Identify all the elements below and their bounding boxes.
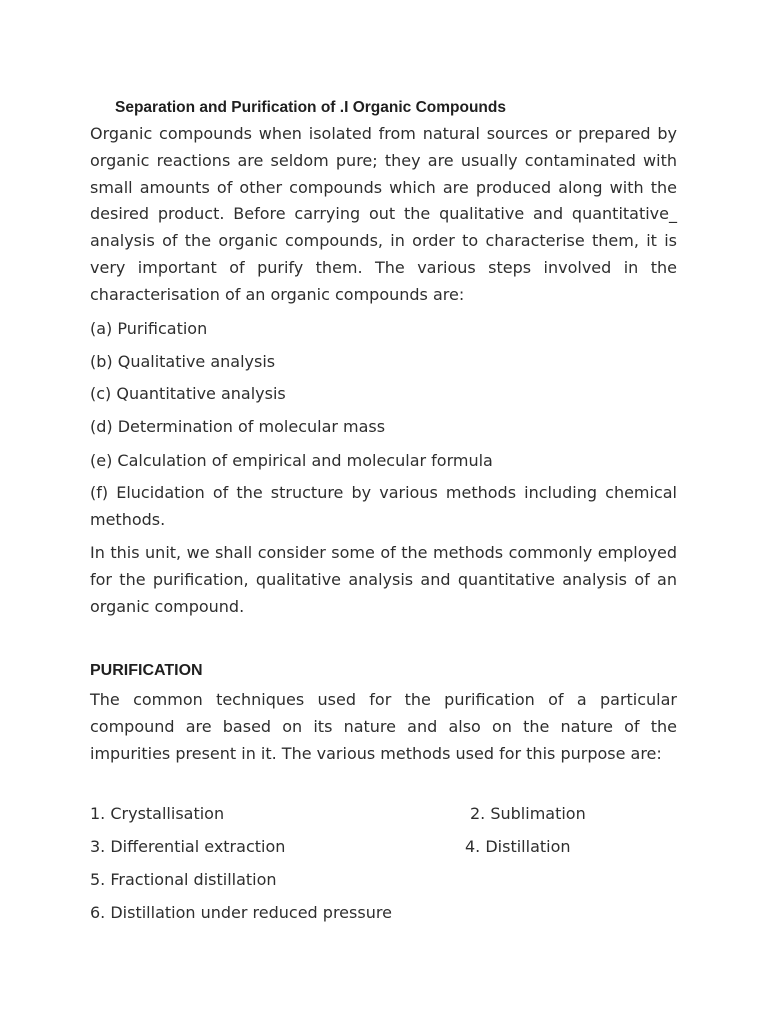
method-crystallisation: 1. Crystallisation (90, 804, 225, 823)
step-item-qualitative: (b) Qualitative analysis (90, 352, 276, 371)
method-sublimation: 2. Sublimation (470, 804, 586, 823)
purification-paragraph: The common techniques used for the purification of a particular compound are based on its nature and also on the nature of the impurities present in it. The various methods used for this purpose are: (90, 690, 677, 763)
step-item-formula: (e) Calculation of empirical and molecular formula (90, 451, 493, 470)
method-differential-extraction: 3. Differential extraction (90, 837, 286, 856)
unit-paragraph: In this unit, we shall consider some of the methods commonly employed for the purification, qualitative analysis and quantitative analysis of an organic compound. (90, 543, 677, 616)
method-fractional-distillation: 5. Fractional distillation (90, 870, 277, 889)
step-item-structure: (f) Elucidation of the structure by various methods including chemical methods. (90, 483, 677, 529)
step-item-purification: (a) Purification (90, 319, 208, 338)
step-item-molecular-mass: (d) Determination of molecular mass (90, 417, 386, 436)
method-distillation: 4. Distillation (465, 837, 571, 856)
method-reduced-pressure-distillation: 6. Distillation under reduced pressure (90, 903, 392, 922)
document-title: Separation and Purification of .I Organic Compounds (115, 99, 506, 116)
intro-paragraph: Organic compounds when isolated from natural sources or prepared by organic reactions are seldom pure; they are usually contaminated with small amounts of other compounds which are produced along with the desired product. Before carrying out the qualitative and quantitative_ analysis of the organic compounds, in order to characterise them, it is very important of purify them. The various steps involved in the characterisation of an organic compounds are: (90, 124, 677, 304)
step-item-quantitative: (c) Quantitative analysis (90, 384, 286, 403)
purification-heading: PURIFICATION (90, 662, 203, 679)
